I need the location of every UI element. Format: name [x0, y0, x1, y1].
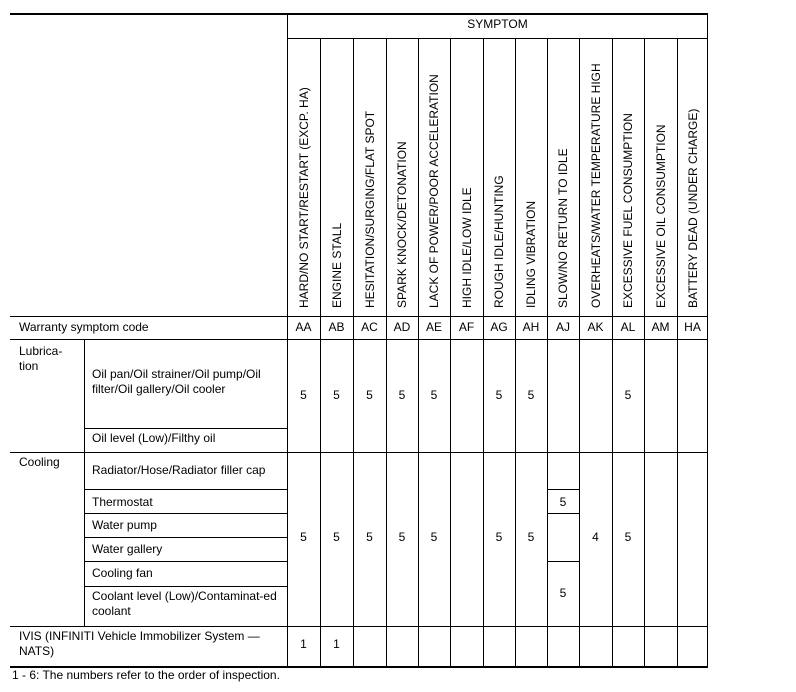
cell-value: 5 [430, 530, 438, 544]
rule-line [84, 339, 85, 626]
rule-line [84, 489, 287, 490]
column-label: SPARK KNOCK/DETONATION [395, 141, 409, 308]
column-label: IDLING VIBRATION [524, 200, 538, 308]
rule-line [320, 38, 321, 666]
footnote: 1 - 6: The numbers refer to the order of inspection. [12, 668, 280, 682]
rule-line [10, 452, 708, 453]
group-cooling: Cooling [19, 455, 60, 469]
rule-line [84, 428, 287, 429]
column-label: ROUGH IDLE/HUNTING [492, 175, 506, 308]
cell-value: 5 [333, 388, 340, 402]
cell-value: 5 [366, 388, 373, 402]
symptom-code: AA [295, 320, 312, 334]
cell-value: 5 [398, 388, 406, 402]
rule-line [353, 38, 354, 666]
lube-item-1: Oil pan/Oil strainer/Oil pump/Oil filter/Oil gallery/Oil cooler [92, 367, 261, 396]
column-label: EXCESSIVE OIL CONSUMPTION [653, 124, 668, 308]
cooling-item: Thermostat [92, 495, 153, 509]
rule-line [450, 38, 451, 666]
column-label: HESITATION/SURGING/FLAT SPOT [362, 110, 377, 308]
code-row-label: Warranty symptom code [19, 320, 149, 334]
symptom-code: AE [425, 320, 442, 334]
rule-line [677, 38, 678, 666]
column-label: LACK OF POWER/POOR ACCELERATION [427, 74, 441, 308]
symptom-code: AF [458, 320, 475, 334]
column-label: HIGH IDLE/LOW IDLE [459, 187, 474, 308]
column-label: HARD/NO START/RESTART (EXCP. HA) [296, 87, 311, 308]
symptom-code: AJ [555, 320, 570, 334]
rule-line [84, 561, 287, 562]
rule-line [547, 38, 548, 666]
rule-line [579, 38, 580, 666]
cell-value: 5 [430, 388, 438, 402]
rule-line [612, 38, 613, 666]
cell-value: 5 [624, 530, 632, 544]
cell-value: 5 [527, 530, 535, 544]
symptom-code: HA [684, 320, 701, 334]
symptom-code: AL [620, 320, 636, 334]
rule-line [547, 561, 579, 562]
rule-line [10, 339, 708, 340]
lube-item-2: Oil level (Low)/Filthy oil [92, 431, 216, 445]
cell-value: 5 [398, 530, 406, 544]
rule-line [10, 13, 708, 15]
cell-value: 5 [559, 586, 567, 600]
symptom-code: AM [651, 320, 670, 334]
rule-line [483, 38, 484, 666]
cooling-item: Cooling fan [92, 566, 153, 580]
rule-line [644, 38, 645, 666]
rule-line [84, 513, 287, 514]
cooling-item: Water gallery [92, 542, 163, 556]
group-lubrication: Lubrica- tion [19, 344, 63, 373]
column-label: OVERHEATS/WATER TEMPERATURE HIGH [588, 63, 603, 308]
symptom-code: AB [328, 320, 345, 334]
rule-line [10, 316, 708, 317]
cell-value: 5 [300, 388, 307, 402]
cell-value: 5 [495, 388, 503, 402]
cell-value: 5 [559, 495, 567, 509]
cooling-item: Water pump [92, 518, 157, 532]
symptom-code: AD [393, 320, 411, 334]
cell-value: 5 [624, 388, 632, 402]
symptom-header: SYMPTOM [467, 17, 528, 31]
cell-value: 4 [592, 530, 599, 544]
rule-line [386, 38, 387, 666]
cell-value: 5 [366, 530, 373, 544]
group-ivis: IVIS (INFINITI Vehicle Immobilizer System — NATS) [19, 629, 260, 658]
cooling-item: Coolant level (Low)/Contaminat-ed coolant [92, 589, 277, 618]
rule-line [547, 513, 579, 514]
cell-value: 5 [300, 530, 307, 544]
symptom-table [10, 13, 708, 666]
cell-value: 5 [333, 530, 340, 544]
symptom-code: AK [587, 320, 604, 334]
column-label: BATTERY DEAD (UNDER CHARGE) [685, 108, 700, 308]
symptom-code: AH [522, 320, 540, 334]
column-label: SLOW/NO RETURN TO IDLE [556, 148, 570, 308]
cooling-item: Radiator/Hose/Radiator filler cap [92, 463, 266, 477]
rule-line [418, 38, 419, 666]
cell-value: 5 [495, 530, 503, 544]
column-label: EXCESSIVE FUEL CONSUMPTION [621, 113, 635, 308]
column-label: ENGINE STALL [329, 222, 344, 308]
cell-value: 1 [333, 637, 340, 651]
rule-line [547, 489, 579, 490]
cell-value: 1 [300, 637, 307, 651]
symptom-code: AC [361, 320, 378, 334]
rule-line [84, 586, 287, 587]
rule-line [10, 626, 708, 627]
symptom-code: AG [490, 320, 508, 334]
cell-value: 5 [527, 388, 535, 402]
rule-line [84, 537, 287, 538]
rule-line [515, 38, 516, 666]
